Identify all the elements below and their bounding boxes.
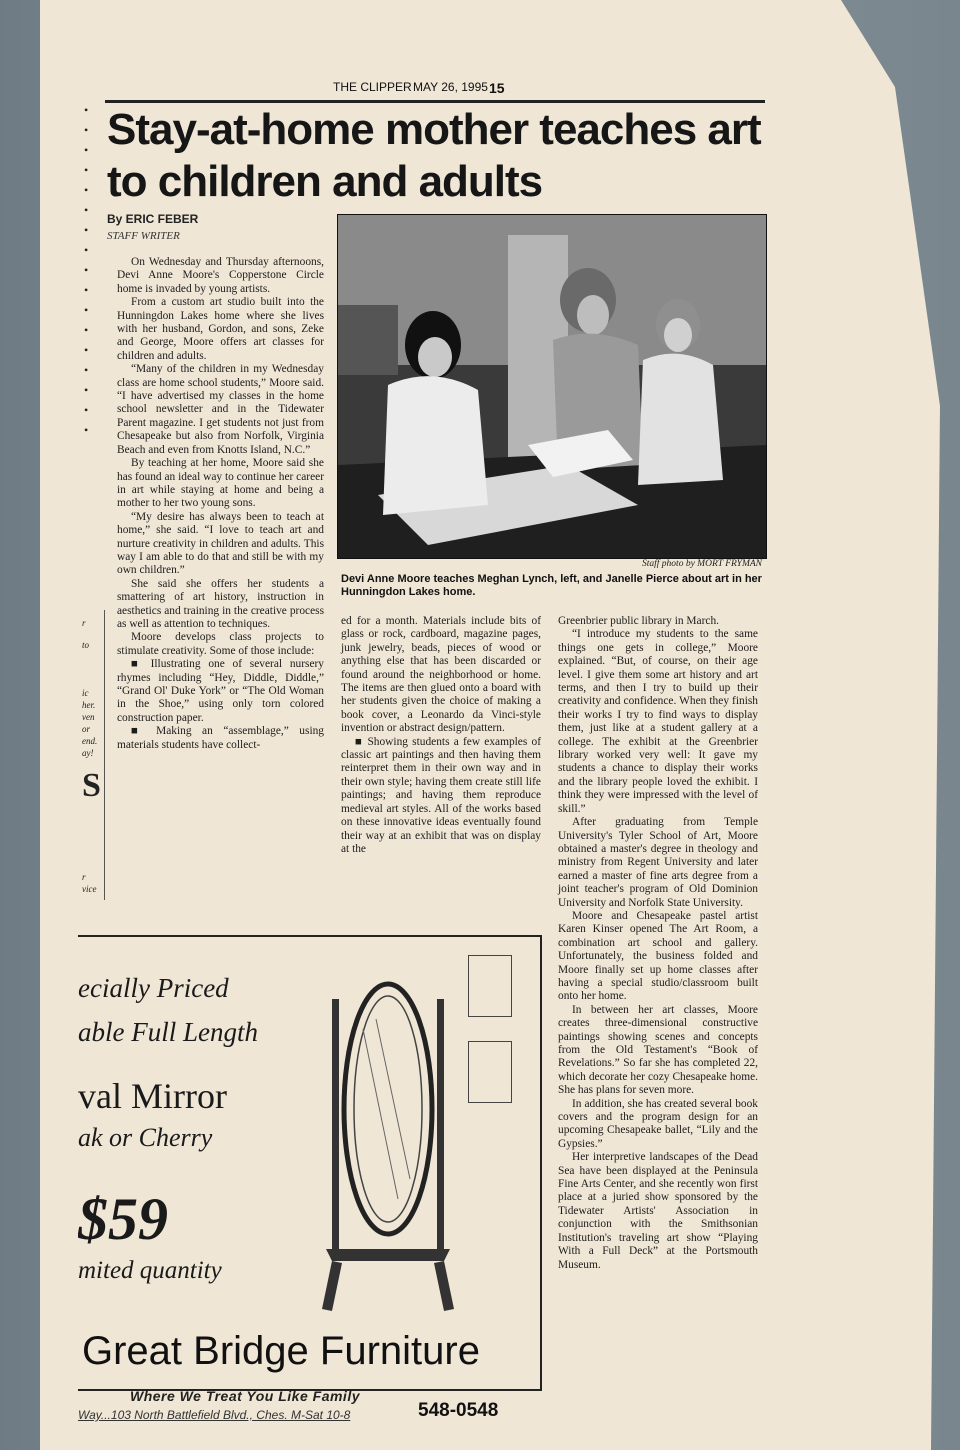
photo-caption: Devi Anne Moore teaches Meghan Lynch, left, and Janelle Pierce about art in her Hunningdon Lakes home. xyxy=(341,573,762,598)
scrap-fragment: r xyxy=(82,872,86,882)
paragraph: Greenbrier public library in March. xyxy=(558,615,719,627)
paragraph: Moore and Chesapeake pastel artist Karen Kinser opened The Art Room, a combination art school and gallery. Unfortunately, the business folded and Moore finally set up home classes after having a special studio/classroom built onto her home. xyxy=(558,909,758,1003)
scrap-fragment: vice xyxy=(82,884,97,894)
cheval-mirror-illustration xyxy=(318,959,458,1329)
scrap-fragment: her. xyxy=(82,700,96,710)
article-column-1 xyxy=(117,256,324,752)
paragraph: After graduating from Temple University's Tyler School of Art, Moore obtained a master's degree in theology and ministry from Regent University and later earned a master of fine arts degree from a joint teacher's program of Old Dominion University and Norfolk State University. xyxy=(558,816,758,909)
masthead xyxy=(105,78,765,103)
scrap-fragment: S xyxy=(82,767,101,804)
scrap-fragment: ic xyxy=(82,688,89,698)
ad-address: Way...103 North Battlefield Blvd., Ches. M-Sat 10-8 xyxy=(78,1408,351,1422)
paragraph: On Wednesday and Thursday afternoons, Devi Anne Moore's Copperstone Circle home is invaded by young artists. xyxy=(117,256,324,295)
paragraph: ■ Making an “assemblage,” using materials students have collect- xyxy=(117,725,324,751)
headline: Stay-at-home mother teaches art to children and adults xyxy=(107,105,761,206)
scrap-fragment: r xyxy=(82,618,86,628)
paragraph: In between her art classes, Moore creates three-dimensional constructive paintings showing scenes and concepts from the Old Testament's “Book of Revelations.” So far she has completed 22, which decorate her cozy Chesapeake home. She has plans for seven more. xyxy=(558,1003,758,1097)
ad-headline-2: able Full Length xyxy=(78,1017,258,1047)
byline: By ERIC FEBER xyxy=(107,212,199,226)
ad-headline-1: ecially Priced xyxy=(78,973,229,1003)
paragraph: ■ Illustrating one of several nursery rhymes including “Hey, Diddle, Diddle,” “Grand Ol' Duke York” or “The Old Woman in the Shoe,” using only torn colored construction paper. xyxy=(117,658,324,724)
furniture-advertisement xyxy=(78,935,542,1391)
scrap-fragment: ay! xyxy=(82,748,94,758)
paragraph: ■ Showing students a few examples of classic art paintings and then having them reinterpret them in their own way and in their own style; having them create still life paintings; and having them reproduce medieval art styles. All of the works based on these innovative ideas eventually found their way at an exhibit that was on display at the xyxy=(341,735,541,855)
scrap-fragment: ven xyxy=(82,712,95,722)
paragraph: Moore develops class projects to stimulate creativity. Some of those include: xyxy=(117,631,324,657)
paragraph: By teaching at her home, Moore said she has found an ideal way to continue her career in art while staying at home and being a mother to her two young sons. xyxy=(117,457,324,510)
paragraph: ed for a month. Materials include bits of glass or rock, cardboard, magazine pages, junk jewelry, beads, pieces of wood or anything else that has been discarded or found around the neighborhood or home. The items are then glued onto a board with her students given the choice of making a book cover, a Leonardo da Vinci-style invention or abstract design/pattern. xyxy=(341,615,541,735)
scrap-fragment: to xyxy=(82,640,90,650)
article-column-3 xyxy=(558,615,758,1272)
decorative-border-dots: • • • • • • • • • • • • • • • • • xyxy=(84,103,89,437)
ad-product-name: val Mirror xyxy=(78,1076,227,1116)
scrap-fragment: end. xyxy=(82,736,98,746)
byline-role: STAFF WRITER xyxy=(107,230,180,242)
paragraph: From a custom art studio built into the Hunningdon Lakes home where she lives with her husband, Gordon, and sons, Zeke and George, Moore offers art classes for children and adults. xyxy=(117,296,324,362)
photo-credit: Staff photo by MORT FRYMAN xyxy=(642,559,762,569)
price-tag-sketch xyxy=(468,955,512,1017)
paragraph: In addition, she has created several book covers and the program design for an upcoming Chesapeake ballet, “Lily and the Gypsies.” xyxy=(558,1097,758,1150)
photo-illustration xyxy=(338,215,766,558)
ad-store-name: Great Bridge Furniture xyxy=(82,1329,480,1373)
masthead-date: MAY 26, 1995 xyxy=(413,80,488,94)
ad-wood-options: ak or Cherry xyxy=(78,1123,213,1152)
cropped-adjacent-text xyxy=(70,610,105,900)
ad-quantity-note: mited quantity xyxy=(78,1257,222,1284)
ad-slogan: Where We Treat You Like Family xyxy=(130,1388,360,1404)
paragraph: “My desire has always been to teach at home,” she said. “I love to teach art and nurture creativity in children and adults. This way I am able to do that and still be with my own children.” xyxy=(117,510,324,577)
article-column-2 xyxy=(341,615,541,856)
masthead-page-number: 15 xyxy=(489,80,505,96)
paragraph: “I introduce my students to the same things one gets in college,” Moore explained. “But, of course, on their age level. I give them some art history and art terms, and then I try to build up their creativity and confidence. When they finish their works I try to find ways to display them, just like at a student gallery at a college. The exhibit at the Greenbrier library worked very well: It gave my students a chance to display their works and the library people loved the exhibit. I think they were impressed with the level of skill.” xyxy=(558,628,758,815)
paragraph: Her interpretive landscapes of the Dead Sea have been displayed at the Peninsula Fine Arts Center, and she recently won first place at a juried show sponsored by the Tidewater Artists' Association in conjunction with the Smithsonian Institution's traveling art show “Playing With a Full Deck” at the Portsmouth Museum. xyxy=(558,1151,758,1271)
ad-phone-number: 548-0548 xyxy=(418,1400,499,1421)
masthead-paper-name: THE CLIPPER xyxy=(333,80,412,94)
article-photo xyxy=(337,214,767,559)
price-tag-sketch xyxy=(468,1041,512,1103)
scrap-fragment: or xyxy=(82,724,91,734)
paragraph: “Many of the children in my Wednesday class are home school students,” Moore said. “I have advertised my classes in the home school newsletter and in the Tidewater Parent magazine. I get students not just from Chesapeake but also from Norfolk, Virginia Beach and even from Knotts Island, N.C.” xyxy=(117,363,324,456)
paragraph: She said she offers her students a smattering of art history, instruction in aesthetics and training in the creative process as well as attention to techniques. xyxy=(117,577,324,630)
ad-price: $59 xyxy=(78,1186,168,1252)
